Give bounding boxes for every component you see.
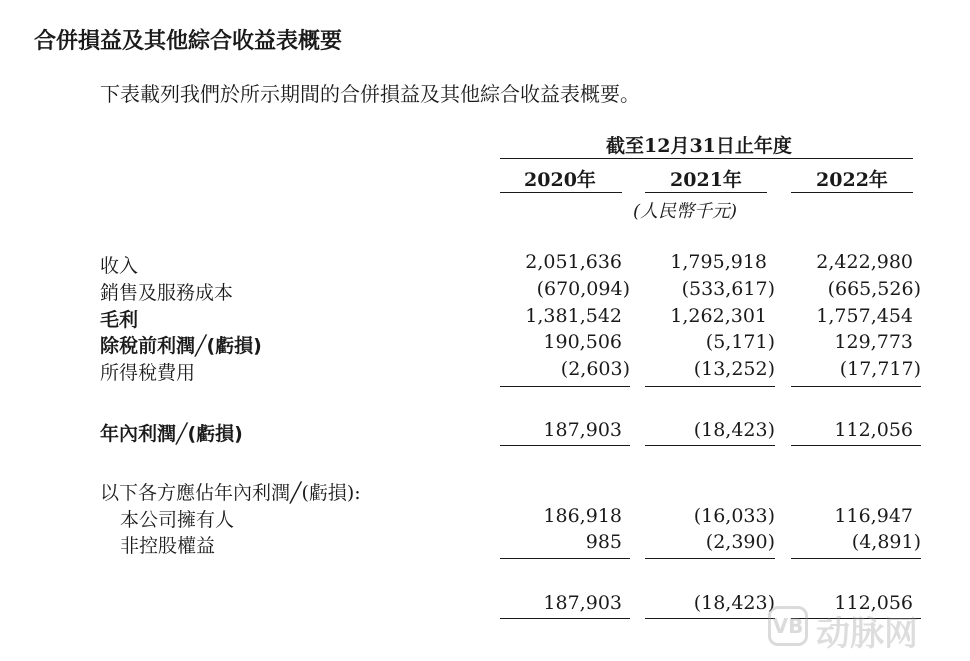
row-label-gross-profit: 毛利 [100,309,139,331]
total-rule-2020 [500,445,630,446]
attrib-rule-2020 [500,558,630,559]
watermark-brand: 动脉网 [816,614,918,654]
vb-logo-icon: VB [768,606,808,646]
value-pbt-2022: 129,773 [834,331,913,353]
subtotal-rule-2021 [645,386,775,387]
value-profit-2020: 187,903 [543,419,622,441]
year-rule-2021 [645,192,767,193]
total-rule-2021 [645,445,775,446]
value-revenue-2021: 1,795,918 [670,251,767,273]
value-profit-2021: (18,423) [693,419,775,441]
value-profit-2022: 112,056 [834,419,913,441]
final-rule-2020 [500,618,630,619]
row-label-cost-of-sales: 銷售及服務成本 [100,282,234,304]
year-2020-header: 2020年 [524,169,596,191]
row-label-profit-for-year: 年內利潤╱(虧損) [100,423,243,445]
value-cost-2022: (665,526) [827,278,921,300]
row-label-owners: 本公司擁有人 [120,509,235,531]
value-tax-2020: (2,603) [560,358,630,380]
value-nci-2021: (2,390) [705,531,775,553]
value-attrib-total-2022: 112,056 [834,592,913,614]
total-rule-2022 [791,445,921,446]
row-label-attributable-to: 以下各方應佔年內利潤╱(虧損): [100,482,361,504]
final-rule-2021 [645,618,775,619]
value-gross-2020: 1,381,542 [525,305,622,327]
subtotal-rule-2020 [500,386,630,387]
value-owners-2021: (16,033) [693,505,775,527]
value-attrib-total-2020: 187,903 [543,592,622,614]
row-label-income-tax: 所得稅費用 [100,362,196,384]
attrib-rule-2022 [791,558,921,559]
row-label-revenue: 收入 [100,255,139,277]
value-tax-2021: (13,252) [693,358,775,380]
attrib-rule-2021 [645,558,775,559]
year-2021-header: 2021年 [670,169,742,191]
value-revenue-2022: 2,422,980 [816,251,913,273]
watermark [768,604,958,654]
subtotal-rule-2022 [791,386,921,387]
value-pbt-2020: 190,506 [543,331,622,353]
currency-unit: (人民幣千元) [633,201,738,222]
year-rule-2022 [791,192,913,193]
year-2022-header: 2022年 [816,169,888,191]
value-tax-2022: (17,717) [839,358,921,380]
header-rule [500,158,913,159]
period-header: 截至12月31日止年度 [606,135,792,157]
value-nci-2022: (4,891) [851,531,921,553]
value-nci-2020: 985 [585,531,622,553]
value-owners-2022: 116,947 [834,505,913,527]
value-gross-2022: 1,757,454 [816,305,913,327]
value-cost-2021: (533,617) [681,278,775,300]
value-cost-2020: (670,094) [536,278,630,300]
value-pbt-2021: (5,171) [705,331,775,353]
row-label-profit-before-tax: 除稅前利潤╱(虧損) [100,335,262,357]
value-revenue-2020: 2,051,636 [525,251,622,273]
intro-text: 下表載列我們於所示期間的合併損益及其他綜合收益表概要。 [100,82,640,106]
row-label-non-controlling: 非控股權益 [120,535,216,557]
value-owners-2020: 186,918 [543,505,622,527]
value-gross-2021: 1,262,301 [670,305,767,327]
section-title: 合併損益及其他綜合收益表概要 [34,29,343,54]
year-rule-2020 [500,192,622,193]
value-attrib-total-2021: (18,423) [693,592,775,614]
